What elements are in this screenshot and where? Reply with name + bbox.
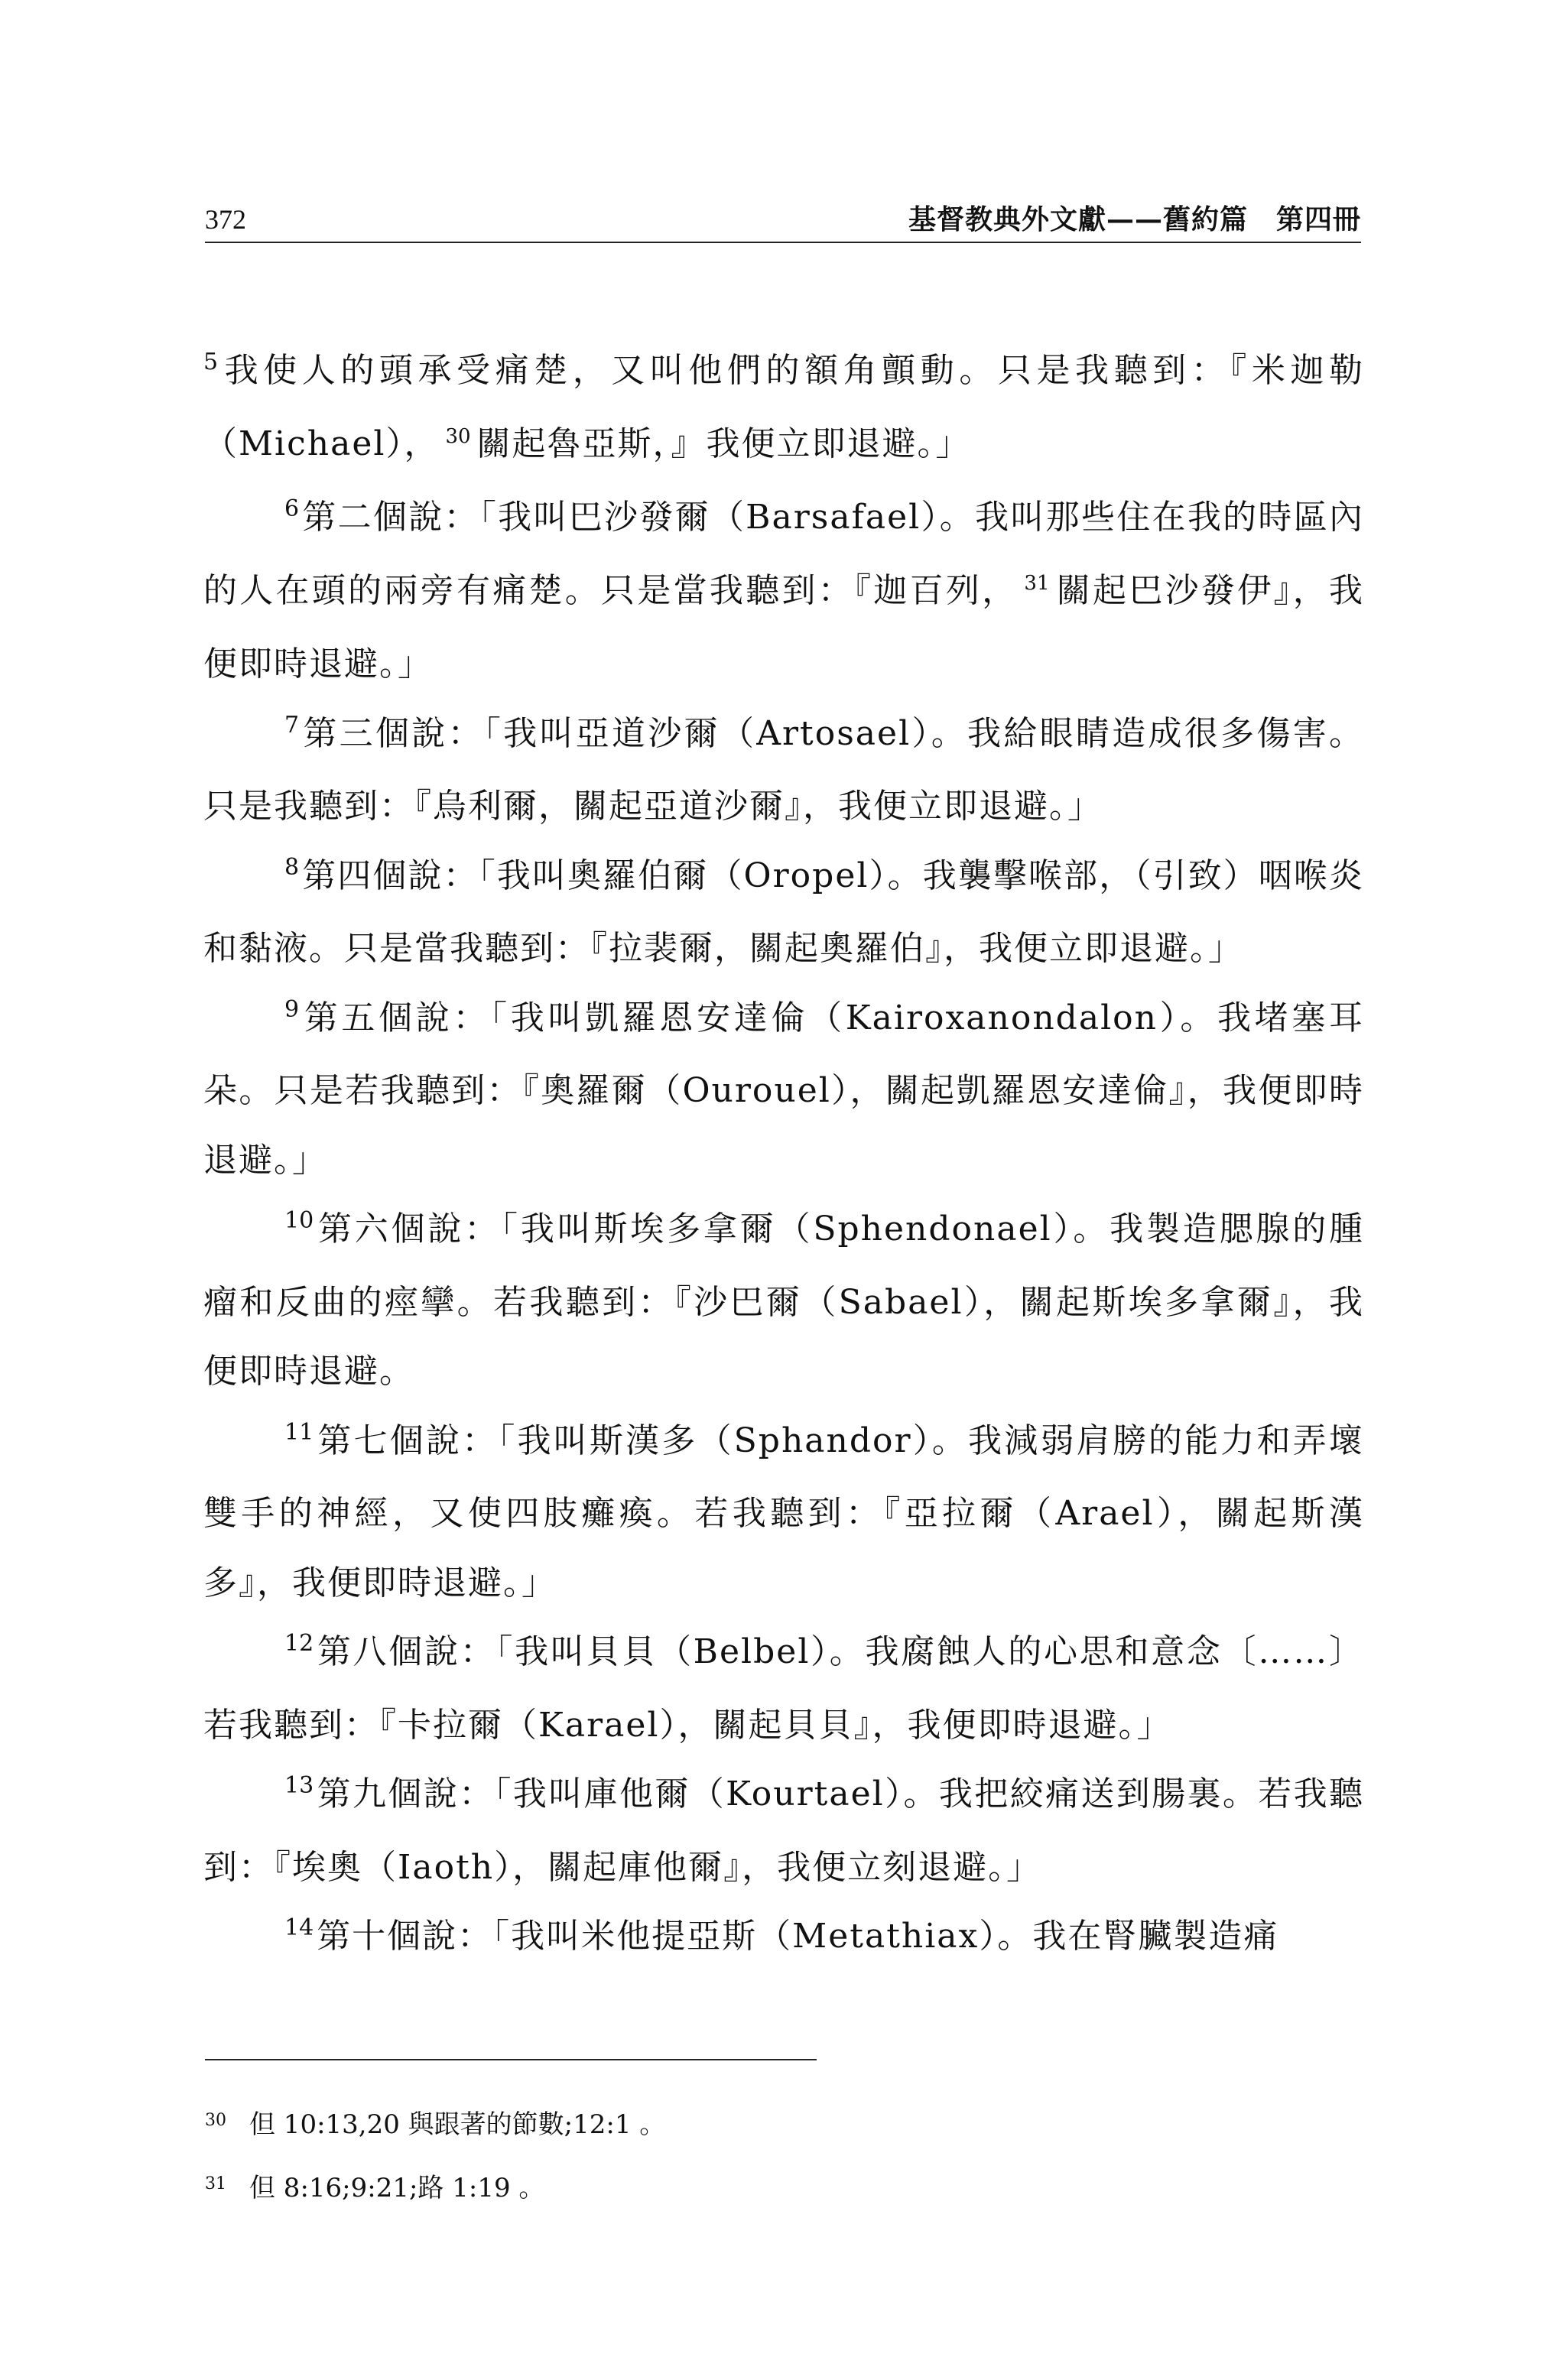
verse-paragraph (203, 1407, 1364, 1619)
verse-number: 8 (284, 853, 300, 881)
verse-number: 12 (284, 1630, 314, 1657)
verse-number: 10 (284, 1207, 314, 1234)
page-header (205, 200, 1361, 239)
footnote-ref: 31 (1024, 571, 1050, 595)
verse-text: 第六個說：「我叫斯埃多拿爾（Sphendonael）。我製造腮腺的腫瘤和反曲的痙攣。若我聽到：『沙巴爾（Sabael），關起斯埃多拿爾』，我便即時退避。 (203, 1209, 1364, 1391)
verse-text: 第五個說：「我叫凱羅恩安達倫（Kairoxanondalon）。我堵塞耳朵。只是若我聽到：『奧羅爾（Ourouel），關起凱羅恩安達倫』，我便即時退避。」 (203, 998, 1364, 1180)
footnotes (205, 2095, 1352, 2222)
verse-number: 6 (284, 495, 300, 522)
page-number: 372 (205, 204, 246, 235)
footnote-text: 但 8:16;9:21;路 1:19 。 (249, 2173, 545, 2203)
footnote-number: 30 (205, 2111, 226, 2130)
running-title: 基督教典外文獻——舊約篇 第四冊 (908, 203, 1361, 235)
footnote (205, 2158, 1352, 2222)
verse-number: 5 (203, 349, 219, 375)
verse-text: 第四個說：「我叫奧羅伯爾（Oropel）。我襲擊喉部，（引致）咽喉炎和黏液。只是當我聽到：『拉裴爾，關起奧羅伯』，我便立即退避。」 (203, 856, 1364, 968)
verse-text: 我使人的頭承受痛楚，又叫他們的額角顫動。只是我聽到：『米迦勒（Michael）， (203, 351, 1364, 463)
footnote-ref: 30 (445, 424, 471, 448)
verse-text: 關起巴沙發伊』，我便即時退避。」 (203, 570, 1365, 683)
header-rule (205, 242, 1361, 243)
verse-paragraph (203, 1195, 1364, 1407)
body-text (203, 336, 1364, 1976)
verse-paragraph (203, 1760, 1364, 1902)
verse-number: 7 (284, 711, 300, 739)
verse-number: 14 (284, 1914, 314, 1941)
verse-paragraph (203, 1902, 1364, 1976)
verse-text: 關起魯亞斯，』我便立即退避。」 (476, 424, 971, 463)
verse-text: 第二個說：「我叫巴沙發爾（Barsafael）。我叫那些住在我的時區內的人在頭的兩旁有痛楚。只是當我聽到：『迦百列， (203, 498, 1364, 610)
verse-text: 第十個說：「我叫米他提亞斯（Metathiax）。我在腎臟製造痛 (317, 1917, 1279, 1956)
verse-number: 13 (284, 1772, 314, 1799)
verse-number: 9 (284, 995, 300, 1023)
verse-paragraph (203, 1618, 1364, 1760)
verse-paragraph (203, 336, 1364, 483)
footnote-rule (205, 2059, 817, 2060)
verse-text: 第七個說：「我叫斯漢多（Sphandor）。我減弱肩膀的能力和弄壞雙手的神經，又使四肢癱瘓。若我聽到：『亞拉爾（Arael），關起斯漢多』，我便即時退避。」 (203, 1421, 1364, 1602)
footnote (205, 2095, 1352, 2158)
verse-paragraph (203, 984, 1364, 1196)
footnote-text: 但 10:13,20 與跟著的節數;12:1 。 (249, 2109, 666, 2140)
verse-text: 第九個說：「我叫庫他爾（Kourtael）。我把絞痛送到腸裏。若我聽到：『埃奧（Iaoth），關起庫他爾』，我便立刻退避。」 (203, 1774, 1364, 1887)
footnote-number: 31 (205, 2174, 226, 2193)
verse-number: 11 (284, 1418, 314, 1446)
verse-text: 第三個說：「我叫亞道沙爾（Artosael）。我給眼睛造成很多傷害。只是我聽到：『烏利爾，關起亞道沙爾』，我便立即退避。」 (203, 713, 1364, 826)
verse-paragraph (203, 842, 1364, 984)
verse-text: 第八個說：「我叫貝貝（Belbel）。我腐蝕人的心思和意念〔……〕若我聽到：『卡拉爾（Karael），關起貝貝』，我便即時退避。」 (203, 1632, 1364, 1745)
verse-paragraph (203, 700, 1364, 842)
verse-paragraph (203, 483, 1364, 700)
